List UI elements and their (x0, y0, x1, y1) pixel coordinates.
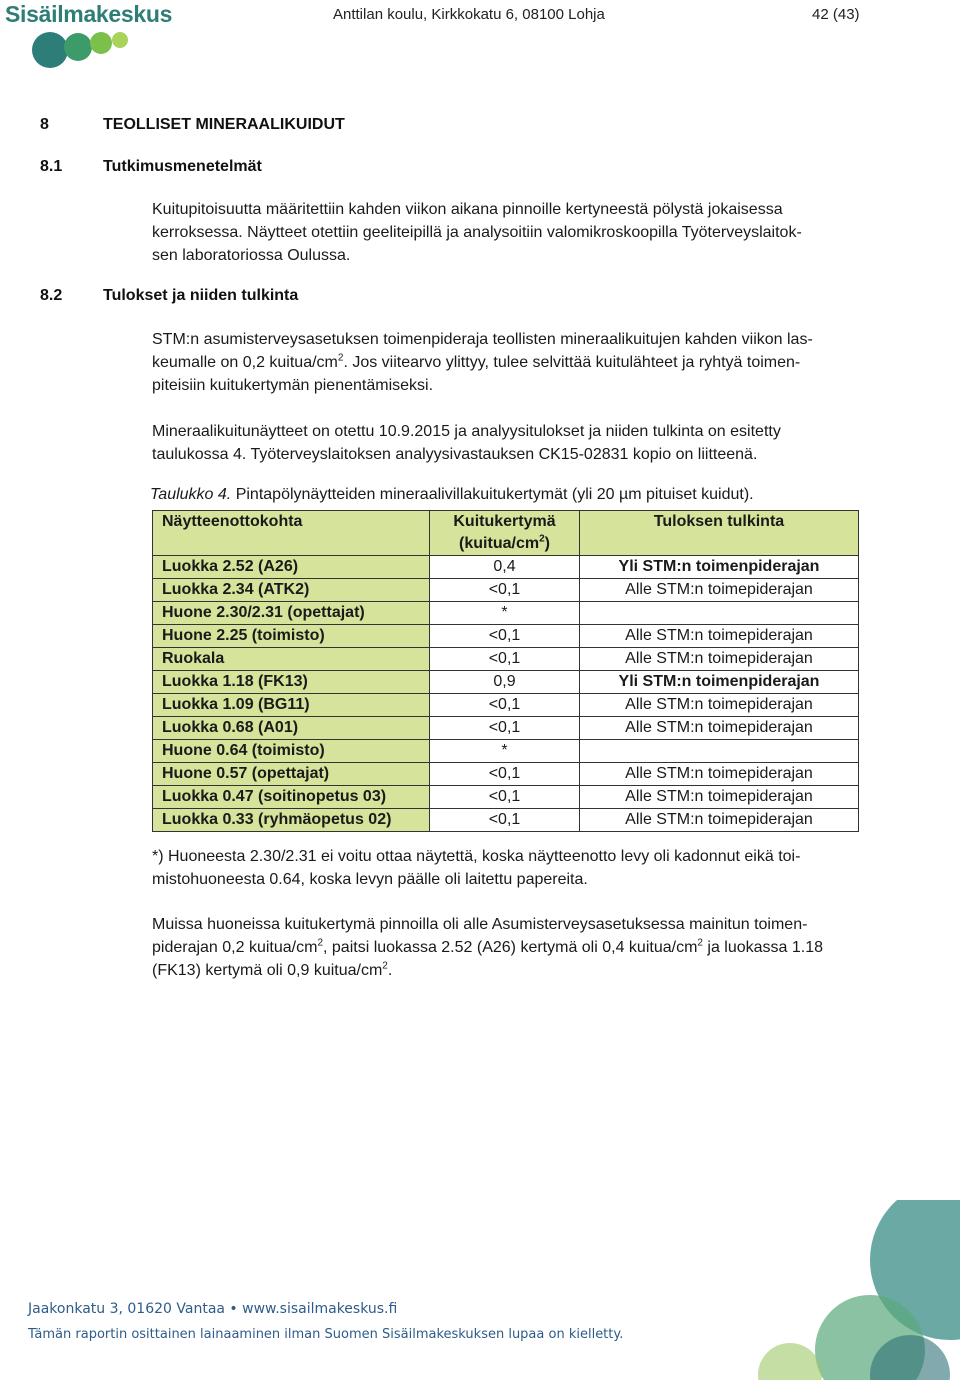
table-caption (150, 486, 754, 504)
sampling-place-cell: Luokka 2.52 (A26) (153, 556, 430, 579)
paragraph-line: piteisiin kuitukertymän pienentämiseksi. (152, 377, 434, 394)
table-body (153, 556, 859, 832)
fiber-value-cell: <0,1 (430, 648, 580, 671)
interpretation-cell: Alle STM:n toimepiderajan (580, 763, 859, 786)
table-row (153, 694, 859, 717)
section-number: 8.1 (40, 158, 63, 175)
table-row (153, 579, 859, 602)
company-logo-icon (30, 28, 150, 73)
superscript: 2 (697, 937, 703, 949)
section-title: Tutkimusmenetelmät (103, 158, 262, 175)
superscript: 2 (539, 533, 545, 545)
sampling-place-cell: Luokka 0.47 (soitinopetus 03) (153, 786, 430, 809)
fiber-value-cell: * (430, 740, 580, 763)
interpretation-cell: Yli STM:n toimenpiderajan (580, 556, 859, 579)
table-header-row (153, 511, 859, 556)
paragraph-line: kerroksessa. Näytteet otettiin geeliteipillä ja analysoitiin valomikroskoopilla Työterveyslaitok- (152, 224, 802, 241)
methods-paragraph (152, 198, 864, 267)
sampling-place-cell: Luokka 0.68 (A01) (153, 717, 430, 740)
interpretation-cell (580, 740, 859, 763)
interpretation-cell: Alle STM:n toimepiderajan (580, 579, 859, 602)
paragraph-line: taulukossa 4. Työterveyslaitoksen analyysivastauksen CK15-02831 kopio on liitteenä. (152, 446, 758, 463)
paragraph-line: Kuitupitoisuutta määritettiin kahden viikon aikana pinnoille kertyneestä pölystä jokaisessa (152, 201, 783, 218)
interpretation-cell: Alle STM:n toimepiderajan (580, 648, 859, 671)
text-span: keumalle on 0,2 kuitua/cm (152, 354, 338, 371)
sampling-place-cell: Huone 0.64 (toimisto) (153, 740, 430, 763)
interpretation-cell (580, 602, 859, 625)
table-row (153, 602, 859, 625)
table-row (153, 763, 859, 786)
text-span: (FK13) kertymä oli 0,9 kuitua/cm (152, 962, 383, 979)
section-number: 8.2 (40, 287, 63, 304)
header-text: Kuitukertymä (453, 513, 556, 530)
footer-notice: Tämän raportin osittainen lainaaminen ilman Suomen Sisäilmakeskuksen lupaa on kielletty. (28, 1327, 624, 1342)
note-line: *) Huoneesta 2.30/2.31 ei voitu ottaa näytettä, koska näytteenotto levy oli kadonnut eikä toi- (152, 848, 801, 865)
text-span: . Jos viitearvo ylittyy, tulee selvittää kuitulähteet ja ryhtyä toimen- (343, 354, 801, 371)
fiber-value-cell: 0,4 (430, 556, 580, 579)
fiber-value-cell: * (430, 602, 580, 625)
header-text: (kuitua/cm (459, 535, 540, 552)
table-row (153, 648, 859, 671)
results-table (152, 510, 859, 832)
fiber-value-cell: <0,1 (430, 786, 580, 809)
header-fiber-accumulation (430, 511, 580, 556)
fiber-value-cell: <0,1 (430, 763, 580, 786)
superscript: 2 (317, 937, 323, 949)
header-text: ) (544, 535, 550, 552)
page-number: 42 (43) (812, 6, 860, 23)
footer-decoration-graphic (660, 1200, 960, 1380)
sampling-place-cell: Luokka 1.18 (FK13) (153, 671, 430, 694)
paragraph-line (152, 959, 864, 982)
table-row (153, 717, 859, 740)
table-row (153, 786, 859, 809)
header-sampling-place: Näytteenottokohta (153, 511, 430, 556)
fiber-value-cell: <0,1 (430, 625, 580, 648)
caption-label: Taulukko 4. (150, 486, 232, 503)
section-title: Tulokset ja niiden tulkinta (103, 287, 299, 304)
paragraph-line: Muissa huoneissa kuitukertymä pinnoilla oli alle Asumisterveysasetuksessa mainitun toimen- (152, 916, 808, 933)
sampling-place-cell: Ruokala (153, 648, 430, 671)
table-row (153, 625, 859, 648)
header-interpretation: Tuloksen tulkinta (580, 511, 859, 556)
fiber-value-cell: <0,1 (430, 809, 580, 832)
table-row (153, 671, 859, 694)
fiber-value-cell: <0,1 (430, 717, 580, 740)
header-address: Anttilan koulu, Kirkkokatu 6, 08100 Lohja (333, 6, 605, 23)
company-logo-text: Sisäilmakeskus (5, 1, 173, 27)
paragraph-line: sen laboratoriossa Oulussa. (152, 247, 351, 264)
fiber-value-cell: <0,1 (430, 694, 580, 717)
superscript: 2 (382, 960, 388, 972)
text-span: , paitsi luokassa 2.52 (A26) kertymä oli 0,4 kuitua/cm (323, 939, 698, 956)
samples-paragraph (152, 420, 864, 466)
section-number: 8 (40, 116, 49, 133)
fiber-value-cell: 0,9 (430, 671, 580, 694)
paragraph-line: STM:n asumisterveysasetuksen toimenpideraja teollisten mineraalikuitujen kahden viikon las- (152, 331, 813, 348)
sampling-place-cell: Huone 2.25 (toimisto) (153, 625, 430, 648)
paragraph-line (152, 936, 864, 959)
table-note (152, 845, 864, 891)
text-span: ja luokassa 1.18 (702, 939, 824, 956)
interpretation-cell: Alle STM:n toimepiderajan (580, 786, 859, 809)
summary-paragraph (152, 913, 864, 982)
table-row (153, 809, 859, 832)
sampling-place-cell: Luokka 1.09 (BG11) (153, 694, 430, 717)
paragraph-line: Mineraalikuitunäytteet on otettu 10.9.2015 ja analyysitulokset ja niiden tulkinta on esitetty (152, 423, 781, 440)
caption-text: Pintapölynäytteiden mineraalivillakuitukertymät (yli 20 µm pituiset kuidut). (231, 486, 754, 503)
interpretation-cell: Alle STM:n toimepiderajan (580, 694, 859, 717)
sampling-place-cell: Huone 0.57 (opettajat) (153, 763, 430, 786)
interpretation-cell: Alle STM:n toimepiderajan (580, 809, 859, 832)
sampling-place-cell: Huone 2.30/2.31 (opettajat) (153, 602, 430, 625)
sampling-place-cell: Luokka 2.34 (ATK2) (153, 579, 430, 602)
fiber-value-cell: <0,1 (430, 579, 580, 602)
interpretation-cell: Yli STM:n toimenpiderajan (580, 671, 859, 694)
note-line: mistohuoneesta 0.64, koska levyn päälle oli laitettu papereita. (152, 871, 588, 888)
footer-address: Jaakonkatu 3, 01620 Vantaa • www.sisailmakeskus.fi (28, 1301, 398, 1317)
superscript: 2 (337, 352, 344, 364)
sampling-place-cell: Luokka 0.33 (ryhmäopetus 02) (153, 809, 430, 832)
limit-paragraph (152, 328, 864, 397)
table-row (153, 740, 859, 763)
section-title: TEOLLISET MINERAALIKUIDUT (103, 116, 345, 133)
table-row (153, 556, 859, 579)
interpretation-cell: Alle STM:n toimepiderajan (580, 717, 859, 740)
interpretation-cell: Alle STM:n toimepiderajan (580, 625, 859, 648)
text-span: . (387, 962, 393, 979)
paragraph-line (152, 351, 864, 374)
text-span: piderajan 0,2 kuitua/cm (152, 939, 318, 956)
